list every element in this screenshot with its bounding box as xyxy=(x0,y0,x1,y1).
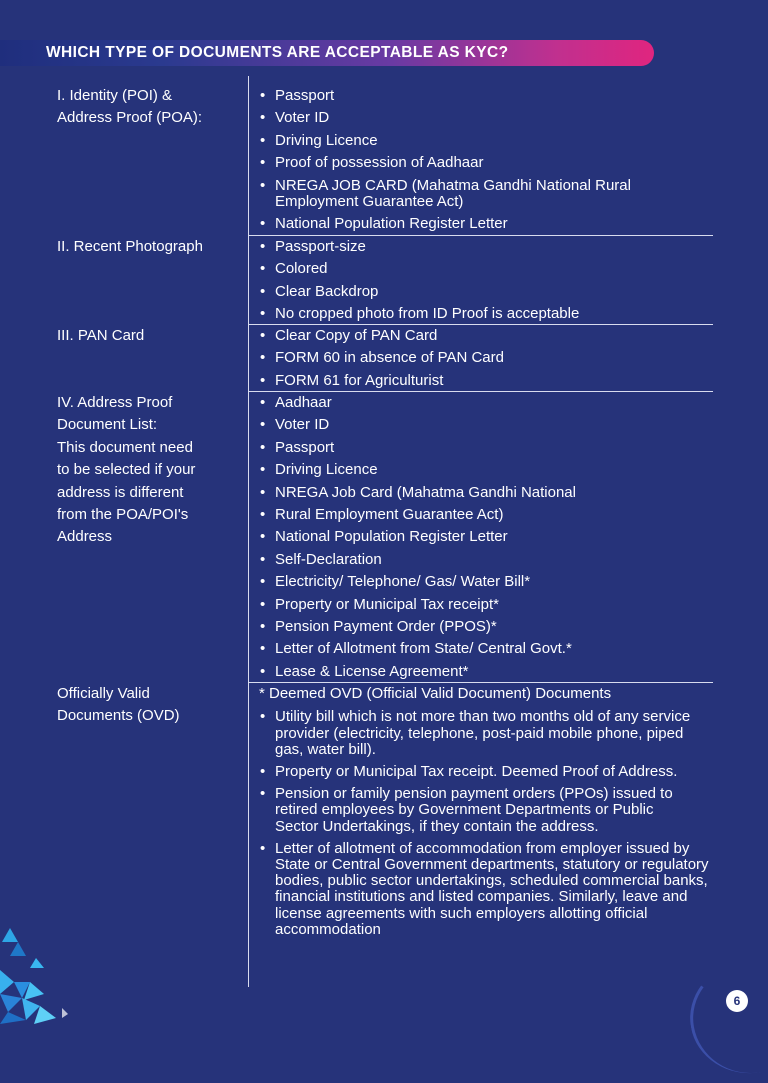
row-label-ovd xyxy=(57,683,247,728)
page-number-badge: 6 xyxy=(726,990,748,1012)
row-label-line: II. Recent Photograph xyxy=(57,238,203,255)
row-items-pan-card xyxy=(259,325,719,392)
row-label-line: This document need xyxy=(57,438,193,456)
table-vertical-divider xyxy=(248,76,249,987)
geometric-decoration-icon xyxy=(0,920,70,1024)
row-label-line: Documents (OVD) xyxy=(57,707,180,725)
row-items-identity-address-proof xyxy=(259,85,719,235)
list-item: • Letter of allotment of accommodation from employer issued by State or Central Government departments, statutory or regulatory bodies, public sector undertakings, scheduled commercial banks, financial institutions and listed companies. Similarly, leave and license agreements with such employers allotting official accommodation xyxy=(259,838,715,941)
row-label-line: Document List: xyxy=(57,416,158,434)
list-item: • Electricity/ Telephone/ Gas/ Water Bill* xyxy=(259,571,719,593)
list-item: • Rural Employment Guarantee Act) xyxy=(259,504,719,526)
row-label-line: address is different xyxy=(57,483,184,501)
row-label-line: from the POA/POI's xyxy=(57,506,189,524)
list-item: • Proof of possession of Aadhaar xyxy=(259,152,719,174)
row-items-ovd xyxy=(259,683,719,941)
list-item: • Clear Copy of PAN Card xyxy=(259,325,719,347)
list-item: • Property or Municipal Tax receipt* xyxy=(259,594,719,616)
list-item: • Driving Licence xyxy=(259,130,719,152)
row-label-line: Address xyxy=(57,528,113,546)
list-item: • FORM 60 in absence of PAN Card xyxy=(259,347,719,369)
list-item: • Property or Municipal Tax receipt. Deemed Proof of Address. xyxy=(259,761,695,783)
row-label-pan-card xyxy=(57,325,247,347)
list-item: • Self-Declaration xyxy=(259,549,719,571)
list-item: • National Population Register Letter xyxy=(259,213,719,235)
list-item: • NREGA Job Card (Mahatma Gandhi National xyxy=(259,482,719,504)
row-items-address-proof-list xyxy=(259,392,719,683)
list-item: • Colored xyxy=(259,258,719,280)
list-item: • Lease & License Agreement* xyxy=(259,661,719,683)
list-item: • Voter ID xyxy=(259,107,719,129)
list-item: • Passport-size xyxy=(259,236,719,258)
list-item: • No cropped photo from ID Proof is acceptable xyxy=(259,303,719,325)
list-item: • NREGA JOB CARD (Mahatma Gandhi National Rural Employment Guarantee Act) xyxy=(259,175,655,213)
list-item: • Utility bill which is not more than two months old of any service provider (electricity, telephone, post-paid mobile phone, piped gas, water bill). xyxy=(259,706,715,761)
row-label-identity-address-proof xyxy=(57,85,247,130)
list-item: • Pension Payment Order (PPOS)* xyxy=(259,616,719,638)
list-item: • Letter of Allotment from State/ Central Govt.* xyxy=(259,638,719,660)
list-item: • Clear Backdrop xyxy=(259,281,719,303)
ovd-intro-note: * Deemed OVD (Official Valid Document) Documents xyxy=(259,685,612,702)
list-item: • Voter ID xyxy=(259,414,719,436)
row-label-line: Address Proof (POA): xyxy=(57,109,203,127)
row-label-address-proof-list xyxy=(57,392,247,549)
list-item: • FORM 61 for Agriculturist xyxy=(259,370,719,392)
list-item: • Driving Licence xyxy=(259,459,719,481)
row-label-line: IV. Address Proof xyxy=(57,394,173,411)
list-item: • National Population Register Letter xyxy=(259,526,719,548)
row-label-line: III. PAN Card xyxy=(57,327,145,344)
list-item: • Passport xyxy=(259,437,719,459)
row-label-line: to be selected if your xyxy=(57,461,196,479)
list-item: • Aadhaar xyxy=(259,392,719,414)
page-title: WHICH TYPE OF DOCUMENTS ARE ACCEPTABLE AS KYC? xyxy=(46,44,509,61)
list-item: • Pension or family pension payment orders (PPOs) issued to retired employees by Government Departments or Public Sector Undertakings, if they contain the address. xyxy=(259,783,695,838)
row-label-recent-photograph xyxy=(57,236,247,258)
list-item: • Passport xyxy=(259,85,719,107)
row-items-recent-photograph xyxy=(259,236,719,326)
row-label-line: I. Identity (POI) & xyxy=(57,87,173,104)
row-label-line: Officially Valid xyxy=(57,685,150,702)
